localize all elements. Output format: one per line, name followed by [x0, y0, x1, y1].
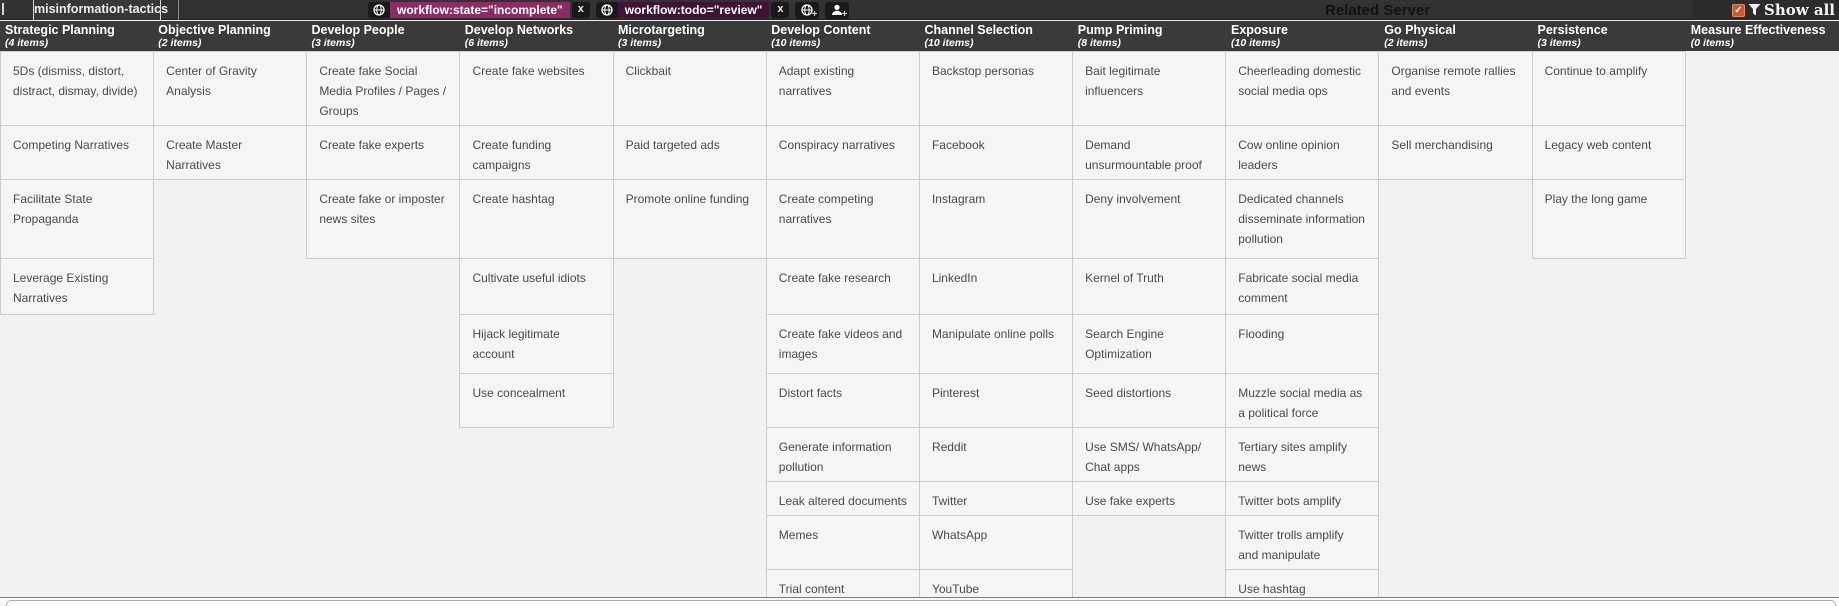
collapse-handle[interactable] — [2, 3, 4, 15]
board-row — [1, 428, 1839, 482]
tactic-card[interactable]: Deny involvement — [1073, 180, 1226, 259]
column-item-count: (10 items) — [771, 37, 821, 49]
tactic-card[interactable]: Conspiracy narratives — [766, 126, 919, 180]
tactic-card[interactable]: Create fake experts — [307, 126, 460, 180]
empty-cell — [1685, 180, 1838, 259]
tactic-card[interactable]: Cultivate useful idiots — [460, 259, 613, 315]
tactic-card[interactable]: YouTube — [919, 570, 1072, 604]
empty-cell — [613, 374, 766, 428]
tactic-card[interactable]: Use concealment — [460, 374, 613, 428]
tactic-card[interactable]: Seed distortions — [1073, 374, 1226, 428]
tactic-card[interactable]: Facilitate State Propaganda — [1, 180, 154, 259]
tactic-card[interactable]: Use hashtag — [1226, 570, 1379, 604]
column-title: Develop Content — [771, 23, 871, 37]
column-item-count: (3 items) — [1537, 37, 1581, 49]
column-title: Channel Selection — [924, 23, 1033, 37]
empty-cell — [1, 482, 154, 516]
tactic-card[interactable]: Reddit — [919, 428, 1072, 482]
column-header — [920, 21, 1073, 51]
tactic-card[interactable]: Continue to amplify — [1532, 52, 1685, 126]
column-item-count: (3 items) — [618, 37, 662, 49]
empty-cell — [1685, 126, 1838, 180]
empty-cell — [613, 428, 766, 482]
column-title: Strategic Planning — [5, 23, 115, 37]
horizontal-scrollbar[interactable] — [0, 598, 1839, 606]
tactic-card[interactable]: Leak altered documents — [766, 482, 919, 516]
empty-cell — [1532, 315, 1685, 374]
board-row — [1, 516, 1839, 570]
column-item-count: (2 items) — [1384, 37, 1428, 49]
column-header — [1533, 21, 1686, 51]
empty-cell — [1685, 259, 1838, 315]
related-server-title: Related Server — [1325, 2, 1431, 19]
add-user-filter-button[interactable] — [825, 2, 849, 19]
tactic-card[interactable]: Instagram — [919, 180, 1072, 259]
empty-cell — [154, 516, 307, 570]
empty-cell — [154, 180, 307, 259]
empty-cell — [1379, 482, 1532, 516]
empty-cell — [154, 374, 307, 428]
empty-cell — [1685, 428, 1838, 482]
tactic-card[interactable]: Memes — [766, 516, 919, 570]
empty-cell — [1532, 374, 1685, 428]
tactic-card[interactable]: Create fake research — [766, 259, 919, 315]
empty-cell — [307, 482, 460, 516]
tactic-card[interactable]: Competing Narratives — [1, 126, 154, 180]
show-all-label[interactable]: Show all — [1764, 1, 1835, 19]
column-title: Objective Planning — [158, 23, 271, 37]
empty-cell — [613, 315, 766, 374]
column-title: Exposure — [1231, 23, 1288, 37]
empty-cell — [154, 315, 307, 374]
column-title: Measure Effectiveness — [1690, 23, 1826, 37]
tactic-card[interactable]: 5Ds (dismiss, distort, distract, dismay, divide) — [1, 52, 154, 126]
empty-cell — [1685, 374, 1838, 428]
empty-cell — [613, 482, 766, 516]
board-row — [1, 52, 1839, 126]
column-item-count: (0 items) — [1690, 37, 1734, 49]
add-global-filter-button[interactable] — [795, 2, 819, 19]
tactic-card[interactable]: Demand unsurmountable proof — [1073, 126, 1226, 180]
tactic-card[interactable]: Create fake websites — [460, 52, 613, 126]
tactic-card[interactable]: Create fake or imposter news sites — [307, 180, 460, 259]
tab-separator — [178, 0, 179, 20]
tactic-card[interactable]: Hijack legitimate account — [460, 315, 613, 374]
empty-cell — [154, 428, 307, 482]
topbar-right-panel — [1694, 0, 1839, 20]
remove-filter-button[interactable]: x — [572, 2, 590, 18]
column-item-count: (8 items) — [1077, 37, 1121, 49]
column-item-count: (10 items) — [1231, 37, 1281, 49]
empty-cell — [1532, 259, 1685, 315]
empty-cell — [1379, 516, 1532, 570]
tactic-card[interactable]: Tertiary sites amplify news — [1226, 428, 1379, 482]
empty-cell — [1, 374, 154, 428]
empty-cell — [1, 315, 154, 374]
tactic-card[interactable]: Create fake videos and images — [766, 315, 919, 374]
board-row — [1, 126, 1839, 180]
filter-chips — [368, 2, 849, 18]
tactic-card[interactable]: Trial content — [766, 570, 919, 604]
tactic-card[interactable]: Create fake Social Media Profiles / Pages / Groups — [307, 52, 460, 126]
board-row — [1, 180, 1839, 259]
tactic-card[interactable]: Twitter bots amplify — [1226, 482, 1379, 516]
tactic-card[interactable]: Twitter trolls amplify and manipulate — [1226, 516, 1379, 570]
globe-icon — [596, 2, 618, 18]
column-header — [460, 21, 613, 51]
tab-misinformation-tactics[interactable]: misinformation-tactics — [33, 0, 161, 20]
board-row — [1, 482, 1839, 516]
column-headers — [0, 21, 1839, 51]
remove-filter-button[interactable]: x — [771, 2, 789, 18]
plus-icon: + — [811, 8, 818, 20]
column-item-count: (4 items) — [5, 37, 49, 49]
tactic-card[interactable]: Bait legitimate influencers — [1073, 52, 1226, 126]
column-title: Pump Priming — [1077, 23, 1163, 37]
column-header — [153, 21, 306, 51]
plus-icon: + — [841, 8, 848, 20]
empty-cell — [1379, 374, 1532, 428]
empty-cell — [154, 482, 307, 516]
tactic-card[interactable]: Promote online funding — [613, 180, 766, 259]
column-header — [766, 21, 919, 51]
column-header — [1379, 21, 1532, 51]
empty-cell — [1685, 315, 1838, 374]
column-title: Develop People — [311, 23, 405, 37]
empty-cell — [613, 259, 766, 315]
filter-chip-label[interactable]: workflow:todo="review" — [618, 2, 770, 18]
column-header — [1686, 21, 1839, 51]
filter-chip — [596, 2, 790, 18]
column-header — [613, 21, 766, 51]
tactic-card[interactable]: Distort facts — [766, 374, 919, 428]
tactic-card[interactable]: Use SMS/ WhatsApp/ Chat apps — [1073, 428, 1226, 482]
tactic-card[interactable]: Backstop personas — [919, 52, 1072, 126]
empty-cell — [1379, 315, 1532, 374]
tactic-card[interactable]: Kernel of Truth — [1073, 259, 1226, 315]
empty-cell — [1685, 516, 1838, 570]
column-title: Persistence — [1537, 23, 1608, 37]
column-title: Develop Networks — [464, 23, 574, 37]
tactic-card[interactable]: Legacy web content — [1532, 126, 1685, 180]
tactic-card[interactable]: Paid targeted ads — [613, 126, 766, 180]
tactic-card[interactable]: LinkedIn — [919, 259, 1072, 315]
tactic-card[interactable]: Adapt existing narratives — [766, 52, 919, 126]
tactic-card[interactable]: Center of Gravity Analysis — [154, 52, 307, 126]
empty-cell — [307, 374, 460, 428]
empty-cell — [1, 516, 154, 570]
empty-cell — [1532, 516, 1685, 570]
empty-cell — [1379, 259, 1532, 315]
column-item-count: (6 items) — [464, 37, 508, 49]
tactic-card[interactable]: Flooding — [1226, 315, 1379, 374]
empty-cell — [1379, 428, 1532, 482]
empty-cell — [1379, 180, 1532, 259]
tactic-card[interactable]: Sell merchandising — [1379, 126, 1532, 180]
tactic-card[interactable]: Leverage Existing Narratives — [1, 259, 154, 315]
tactic-card[interactable]: Create funding campaigns — [460, 126, 613, 180]
tactic-card[interactable]: Twitter — [919, 482, 1072, 516]
empty-cell — [1685, 52, 1838, 126]
kanban-board — [0, 51, 1839, 604]
empty-cell — [307, 516, 460, 570]
board-row — [1, 259, 1839, 315]
tactic-card[interactable]: Facebook — [919, 126, 1072, 180]
empty-cell — [1073, 516, 1226, 570]
column-header — [0, 21, 153, 51]
empty-cell — [307, 428, 460, 482]
tactic-card[interactable]: Organise remote rallies and events — [1379, 52, 1532, 126]
empty-cell — [1532, 482, 1685, 516]
filter-chip — [368, 2, 590, 18]
empty-cell — [154, 259, 307, 315]
board-row — [1, 315, 1839, 374]
tactic-card[interactable]: Search Engine Optimization — [1073, 315, 1226, 374]
tactic-card[interactable]: Generate information pollution — [766, 428, 919, 482]
empty-cell — [460, 516, 613, 570]
empty-cell — [1685, 482, 1838, 516]
globe-icon — [368, 2, 390, 18]
tactic-card[interactable]: Clickbait — [613, 52, 766, 126]
tactic-card[interactable]: Create competing narratives — [766, 180, 919, 259]
column-item-count: (10 items) — [924, 37, 974, 49]
tactic-card[interactable]: WhatsApp — [919, 516, 1072, 570]
tactic-card[interactable]: Use fake experts — [1073, 482, 1226, 516]
empty-cell — [460, 428, 613, 482]
tactic-card[interactable]: Cheerleading domestic social media ops — [1226, 52, 1379, 126]
tactic-card[interactable]: Create hashtag — [460, 180, 613, 259]
column-header — [1226, 21, 1379, 51]
empty-cell — [1532, 428, 1685, 482]
funnel-icon — [1748, 4, 1761, 16]
tactic-card[interactable]: Cow online opinion leaders — [1226, 126, 1379, 180]
empty-cell — [460, 482, 613, 516]
topbar — [0, 0, 1839, 20]
tactic-card[interactable]: Dedicated channels disseminate information pollution — [1226, 180, 1379, 259]
tactic-card[interactable]: Pinterest — [919, 374, 1072, 428]
column-item-count: (3 items) — [311, 37, 355, 49]
board-row — [1, 374, 1839, 428]
empty-cell — [307, 315, 460, 374]
tactic-card[interactable]: Create Master Narratives — [154, 126, 307, 180]
empty-cell — [1, 428, 154, 482]
filter-chip-label[interactable]: workflow:state="incomplete" — [390, 2, 570, 18]
column-title: Go Physical — [1384, 23, 1456, 37]
scrollbar-thumb[interactable] — [6, 600, 1836, 606]
tactic-card[interactable]: Manipulate online polls — [919, 315, 1072, 374]
column-title: Microtargeting — [618, 23, 705, 37]
empty-cell — [613, 516, 766, 570]
column-item-count: (2 items) — [158, 37, 202, 49]
empty-cell — [307, 259, 460, 315]
column-header — [307, 21, 460, 51]
tactic-card[interactable]: Fabricate social media comment — [1226, 259, 1379, 315]
tactic-card[interactable]: Muzzle social media as a political force — [1226, 374, 1379, 428]
column-header — [1073, 21, 1226, 51]
show-all-checkbox[interactable]: ✓ — [1732, 4, 1745, 17]
tactic-card[interactable]: Play the long game — [1532, 180, 1685, 259]
